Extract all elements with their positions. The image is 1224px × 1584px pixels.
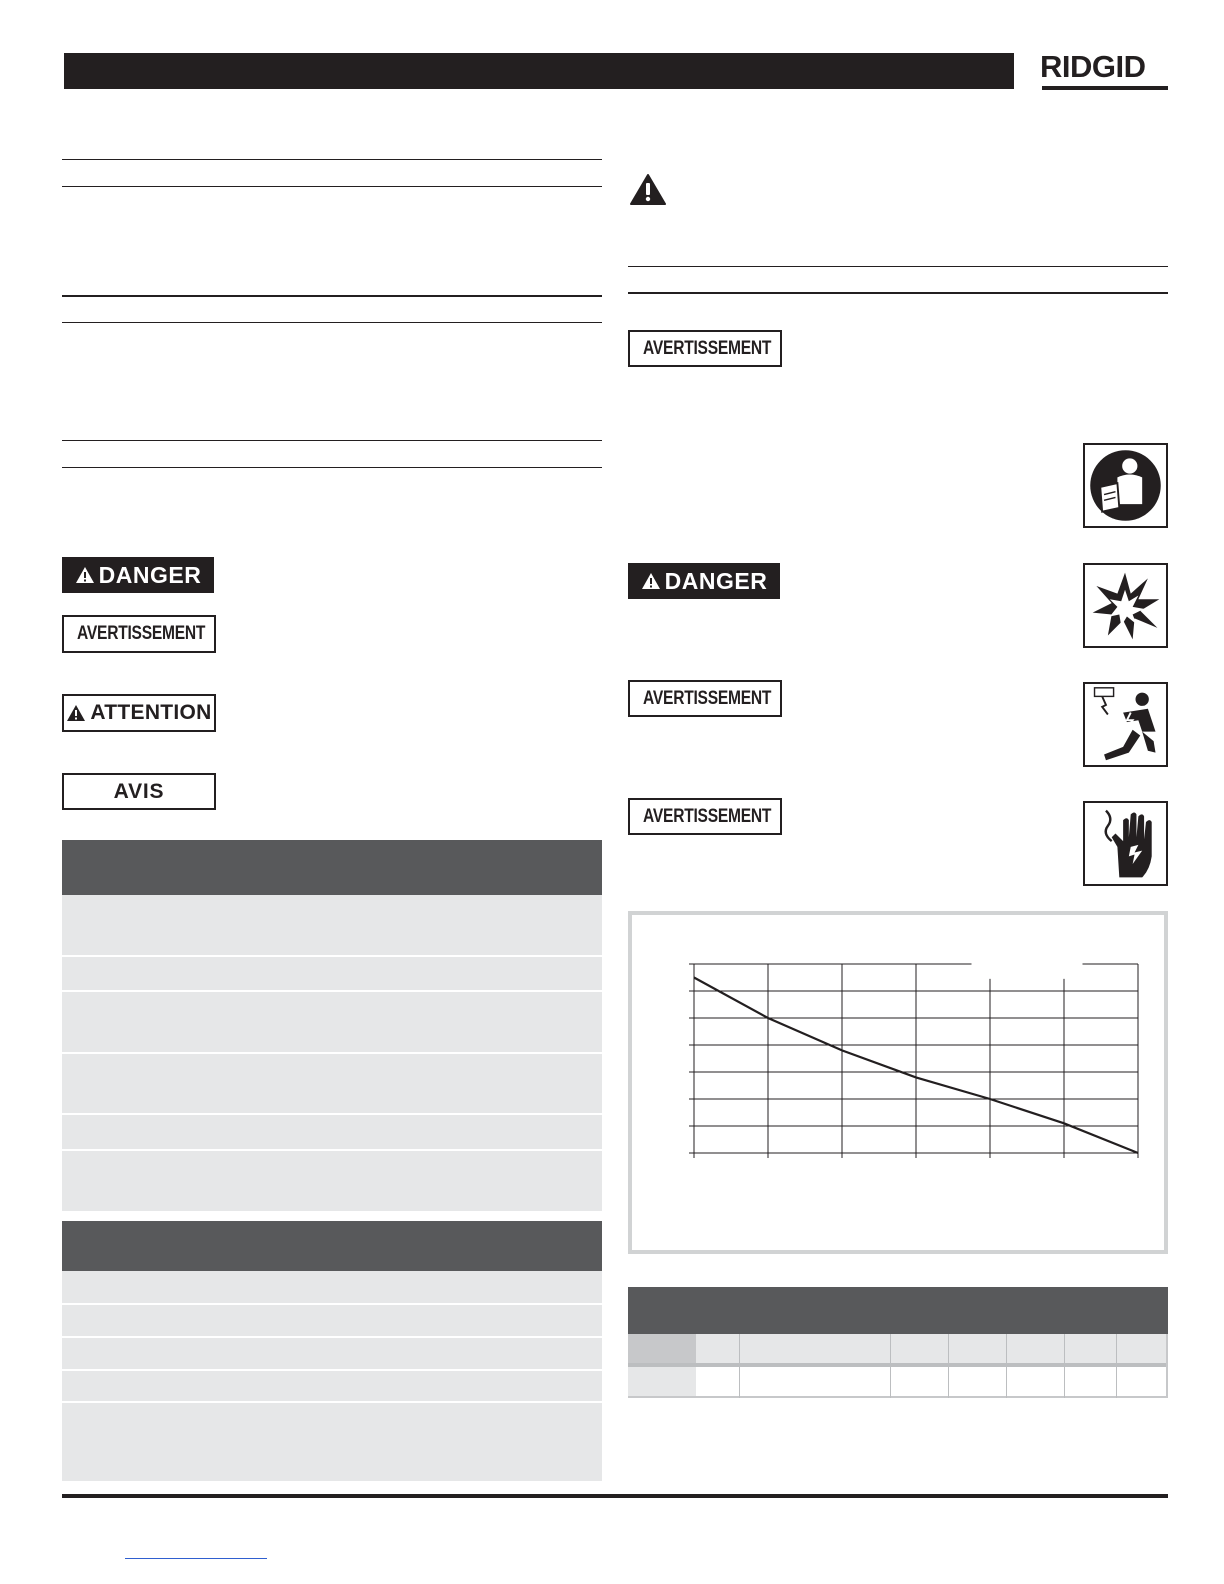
table-header [62,840,602,895]
avertissement-signal-panel [628,798,782,835]
avertissement-label: AVERTISSEMENT [642,805,772,827]
spec-table-body [628,1334,1168,1398]
chart-legend-area [972,963,1083,979]
avis-label: AVIS [113,779,165,803]
brand-name: RIDGID [1040,49,1146,84]
performance-curve-chart [628,911,1168,1254]
spec-table-cell [628,1334,696,1363]
read-manual-icon [1083,443,1168,528]
header-bar [64,53,1014,89]
row-separator [62,990,602,992]
hand-shock-icon [1083,801,1168,886]
section-rule [62,322,602,323]
danger-signal-panel [62,557,214,593]
section-rule [628,266,1168,267]
row-separator [62,955,602,957]
danger-label: DANGER [664,567,768,594]
danger-label: DANGER [98,561,202,588]
row-separator [62,1113,602,1115]
section-rule [628,292,1168,294]
row-separator [62,1369,602,1371]
avertissement-signal-panel [628,680,782,717]
electric-shock-icon [1083,682,1168,767]
avertissement-signal-panel [628,330,782,367]
section-rule [62,440,602,441]
avertissement-label: AVERTISSEMENT [642,337,772,359]
spec-table-divider [628,1363,1168,1367]
attention-signal-panel [62,694,216,732]
ridgid-logo [1040,50,1170,92]
spec-table-cell [628,1367,696,1398]
avis-signal-panel [62,773,216,810]
spec-table-column-line [890,1334,891,1398]
safety-alert-triangle-icon [75,566,95,584]
logo-underline [1042,86,1168,90]
safety-alert-triangle-icon [629,173,667,206]
avertissement-signal-panel [62,615,216,653]
explosion-hazard-icon [1083,563,1168,648]
spec-table-column-line [948,1334,949,1398]
safety-alert-triangle-icon [641,572,661,590]
footer-rule [62,1494,1168,1498]
section-rule [62,159,602,160]
safety-alert-triangle-icon [66,704,86,722]
spec-table-column-line [1166,1334,1168,1398]
attention-label: ATTENTION [90,701,212,724]
spec-table-divider [628,1396,1168,1398]
spec-table-column-line [1006,1334,1007,1398]
footer-link[interactable] [125,1558,267,1559]
avertissement-label: AVERTISSEMENT [76,623,206,644]
row-separator [62,1401,602,1403]
danger-signal-panel [628,563,780,599]
row-separator [62,1303,602,1305]
spec-table-column-line [739,1334,740,1398]
section-rule [62,186,602,187]
section-rule [62,295,602,297]
section-rule [62,467,602,468]
table-header [62,1221,602,1271]
row-separator [62,1336,602,1338]
spec-table-column-line [1064,1334,1065,1398]
spec-table-header [628,1287,1168,1334]
spec-table-cell [696,1334,1168,1363]
row-separator [62,1052,602,1054]
row-separator [62,1149,602,1151]
avertissement-label: AVERTISSEMENT [642,687,772,709]
spec-table-column-line [1116,1334,1117,1398]
